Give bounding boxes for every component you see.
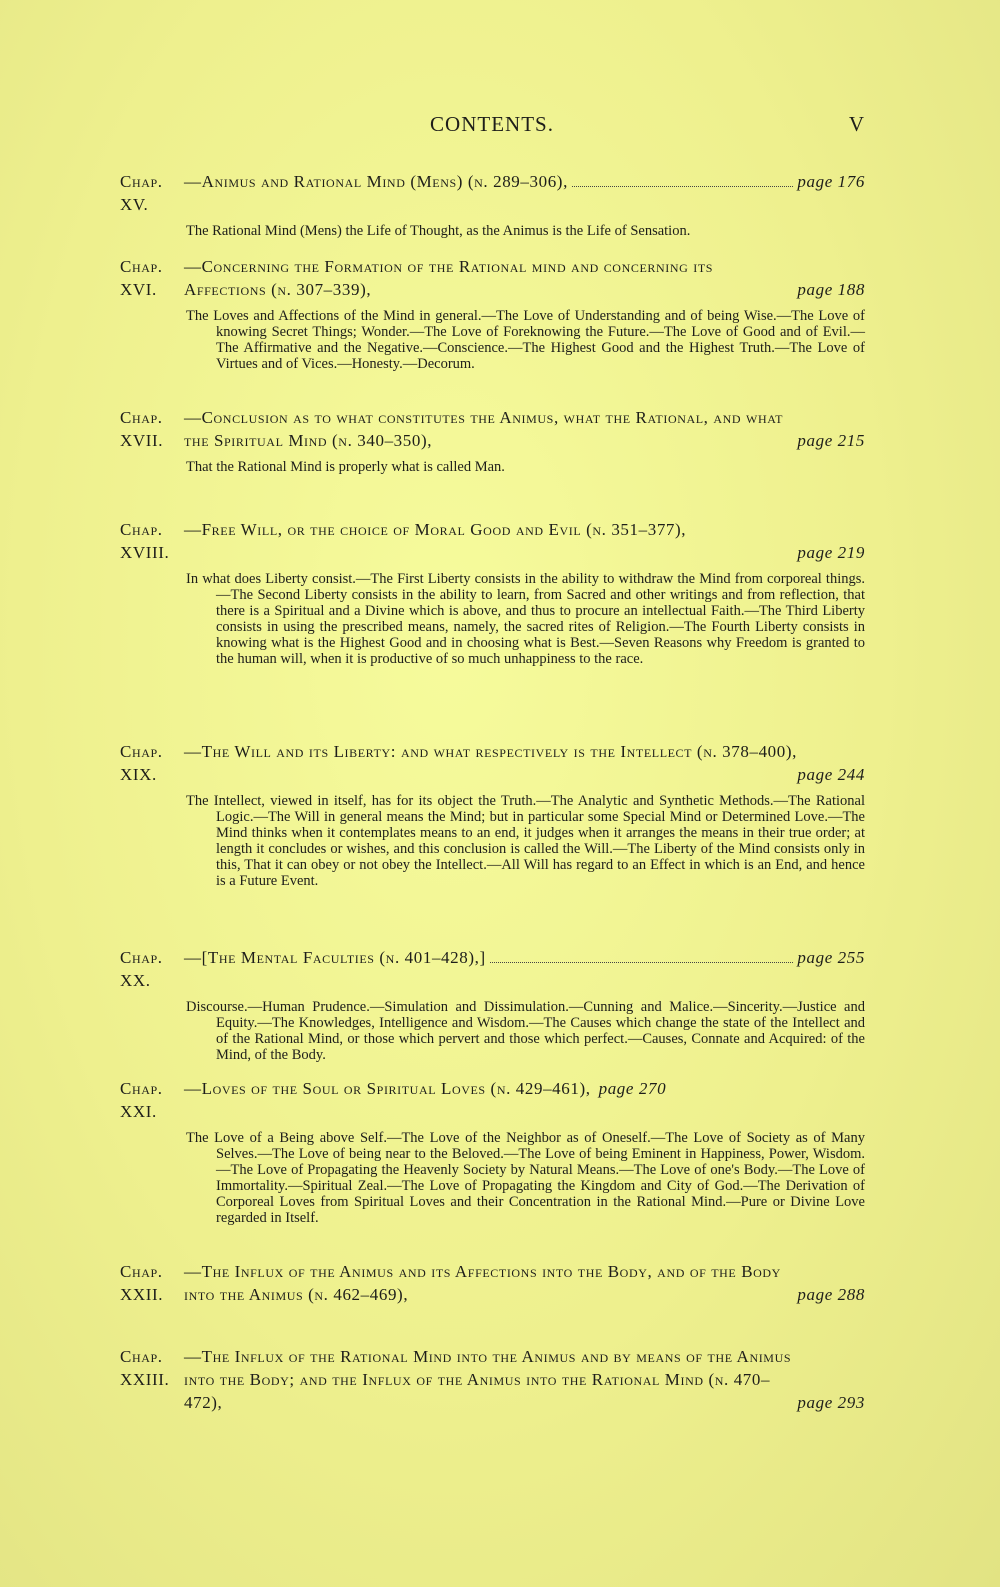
chapter-summary: The Loves and Affections of the Mind in general.—The Love of Understanding and of being Wise.—The Love of knowing Secret Things; Wonder.—The Love of Foreknowing the Future.—The Love of Good and of Evil.—The Affirmative and the Negative.—Conscience.—The Highest Good and the Highest Truth.—The Love of Virtues and of Vices.—Honesty.—Decorum.	[186, 308, 865, 372]
chapter-label: Chap. XVIII.	[120, 520, 170, 562]
chapter-label: Chap. XIX.	[120, 742, 163, 784]
chapter-label: Chap. XXII.	[120, 1262, 164, 1304]
chapter-summary: That the Rational Mind is properly what is called Man.	[186, 459, 505, 475]
page-reference: page 215	[797, 431, 865, 450]
chapter-heading	[120, 255, 865, 301]
dot-leader	[490, 962, 794, 963]
chapter-label: Chap. XXIII.	[120, 1347, 170, 1389]
chapter-heading	[120, 946, 865, 992]
page-reference: page 288	[797, 1285, 865, 1304]
page-reference: page 255	[797, 948, 865, 967]
chapter-title: —[The Mental Faculties (n. 401–428),]	[184, 948, 486, 967]
chapter-entry	[120, 1260, 865, 1306]
chapter-entry	[120, 170, 865, 239]
page-title: CONTENTS.	[430, 112, 554, 136]
chapter-title: —Free Will, or the choice of Moral Good and Evil (n. 351–377),	[184, 520, 687, 539]
chapter-title: —Concerning the Formation of the Rational mind and concerning its Affections (n. 307–339),	[184, 257, 714, 299]
page-reference: page 219	[797, 543, 865, 562]
chapter-entry	[120, 946, 865, 1063]
chapter-title: —The Influx of the Rational Mind into the Animus and by means of the Animus into the Body; and the Influx of the Animus into the Rational Mind (n. 470–472),	[184, 1347, 792, 1412]
chapter-label: Chap. XVI.	[120, 257, 163, 299]
chapter-title: —Conclusion as to what constitutes the Animus, what the Rational, and what the Spiritual Mind (n. 340–350),	[184, 408, 784, 450]
chapter-summary: The Intellect, viewed in itself, has for its object the Truth.—The Analytic and Synthetic Methods.—The Rational Logic.—The Will in general means the Mind; but in particular some Special Mind or Determined Love.—The Mind thinks when it contemplates means to an end, it judges when it arranges the means in their true order; at length it concludes or wishes, and this conclusion is called the Will.—The Liberty of the Mind consists only in this, That it can obey or not obey the Intellect.—All Will has regard to an Effect in which is an End, and hence is a Future Event.	[186, 793, 865, 889]
chapter-label: Chap. XXI.	[120, 1079, 163, 1121]
page-reference: page 293	[797, 1393, 865, 1412]
chapter-label: Chap. XX.	[120, 948, 163, 990]
chapter-heading	[120, 740, 865, 786]
chapter-heading	[120, 170, 865, 216]
chapter-entry	[120, 1077, 865, 1226]
chapter-label: Chap. XVII.	[120, 408, 164, 450]
chapter-entry	[120, 255, 865, 372]
page-reference: page 176	[797, 172, 865, 191]
chapter-summary: Discourse.—Human Prudence.—Simulation and Dissimulation.—Cunning and Malice.—Sincerity.—Justice and Equity.—The Knowledges, Intelligence and Wisdom.—The Causes which change the state of the Intellect and of the Rational Mind, or those which pervert and those which perfect.—Causes, Connate and Acquired: of the Mind, of the Body.	[186, 999, 865, 1063]
chapter-heading	[120, 518, 865, 564]
dot-leader	[572, 186, 793, 187]
page-reference: page 244	[797, 765, 865, 784]
chapter-heading	[120, 406, 865, 452]
chapter-heading	[120, 1077, 865, 1123]
chapter-heading	[120, 1345, 865, 1414]
chapter-entry	[120, 518, 865, 667]
chapter-entry	[120, 406, 865, 475]
page-reference: page 270	[598, 1079, 667, 1098]
chapter-title: —The Will and its Liberty: and what respectively is the Intellect (n. 378–400),	[184, 742, 797, 761]
chapter-summary: The Rational Mind (Mens) the Life of Thought, as the Animus is the Life of Sensation.	[186, 223, 691, 239]
chapter-heading	[120, 1260, 865, 1306]
chapter-label: Chap. XV.	[120, 172, 163, 214]
chapter-title: —Loves of the Soul or Spiritual Loves (n. 429–461),	[184, 1079, 591, 1098]
chapter-summary: The Love of a Being above Self.—The Love of the Neighbor as of Oneself.—The Love of Society as of Many Selves.—The Love of being near to the Beloved.—The Love of being Eminent in Happiness, Power, Wisdom.—The Love of Propagating the Heavenly Society by Natural Means.—The Love of one's Body.—The Love of Immortality.—Spiritual Zeal.—The Love of Propagating the Kingdom and City of God.—The Derivation of Corporeal Loves from Spiritual Loves and their Concentration in the Rational Mind.—Pure or Divine Love regarded in Itself.	[186, 1130, 865, 1226]
page-reference: page 188	[797, 280, 865, 299]
page-number: V	[848, 112, 864, 136]
chapter-entry	[120, 1345, 865, 1414]
chapter-entry	[120, 740, 865, 889]
chapter-title: —Animus and Rational Mind (Mens) (n. 289–306),	[184, 172, 568, 191]
chapter-summary: In what does Liberty consist.—The First Liberty consists in the ability to withdraw the Mind from corporeal things.—The Second Liberty consists in the ability to learn, from Sacred and other writings and from reflection, that there is a Spiritual and a Divine which is above, and thus to procure an intellectual Faith.—The Third Liberty consists in using the prescribed means, namely, the sacred rites of Religion.—The Fourth Liberty consists in knowing what is the Highest Good and in choosing what is Best.—Seven Reasons why Freedom is granted to the human will, when it is productive of so much unhappiness to the race.	[186, 571, 865, 667]
chapter-title: —The Influx of the Animus and its Affections into the Body, and of the Body into the Animus (n. 462–469),	[184, 1262, 781, 1304]
page-header	[120, 112, 864, 142]
